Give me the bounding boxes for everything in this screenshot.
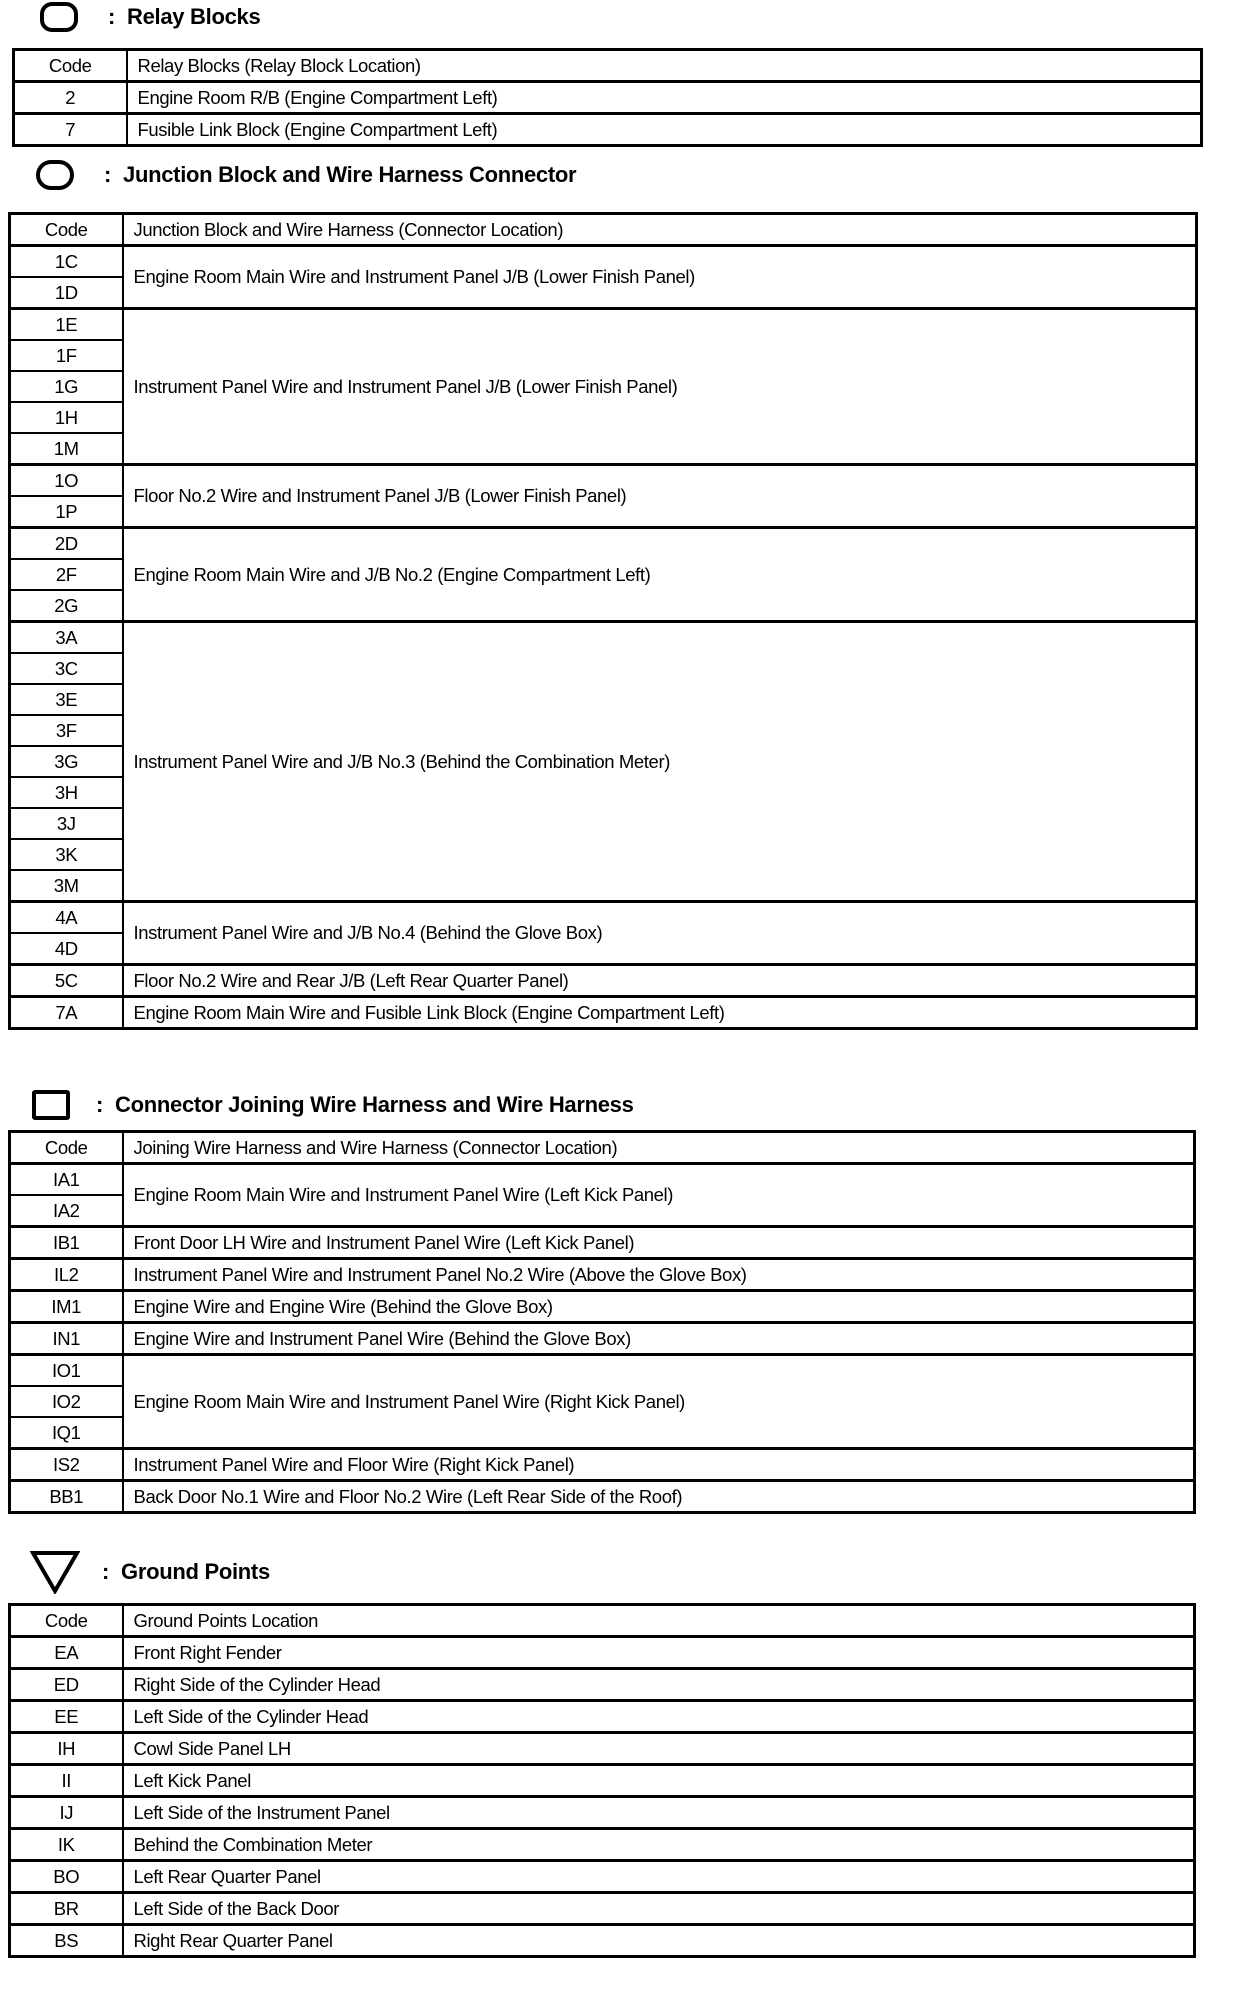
relay-blocks-table xyxy=(12,48,1203,147)
section-title: Relay Blocks xyxy=(127,4,261,29)
code-cell: 1C xyxy=(10,246,123,278)
code-cell: 3M xyxy=(10,870,123,902)
location-cell: Instrument Panel Wire and Instrument Panel J/B (Lower Finish Panel) xyxy=(123,309,1197,465)
location-cell: Left Rear Quarter Panel xyxy=(123,1861,1195,1893)
table-row xyxy=(10,1829,1195,1861)
code-cell: 1H xyxy=(10,402,123,433)
code-cell: IB1 xyxy=(10,1227,123,1259)
location-cell: Left Side of the Cylinder Head xyxy=(123,1701,1195,1733)
location-cell: Floor No.2 Wire and Instrument Panel J/B (Lower Finish Panel) xyxy=(123,465,1197,528)
table-row xyxy=(10,1893,1195,1925)
location-cell: Left Side of the Instrument Panel xyxy=(123,1797,1195,1829)
table-row xyxy=(10,965,1197,997)
table-row xyxy=(10,1259,1195,1291)
code-cell: 2G xyxy=(10,590,123,622)
oval-icon xyxy=(36,160,74,190)
location-cell: Engine Wire and Engine Wire (Behind the Glove Box) xyxy=(123,1291,1195,1323)
code-cell: IO2 xyxy=(10,1386,123,1417)
table-row xyxy=(10,1481,1195,1513)
code-cell: IQ1 xyxy=(10,1417,123,1449)
code-header: Code xyxy=(14,50,127,82)
table-row xyxy=(10,1669,1195,1701)
location-cell: Fusible Link Block (Engine Compartment Left) xyxy=(127,114,1202,146)
code-cell: II xyxy=(10,1765,123,1797)
code-cell: 3E xyxy=(10,684,123,715)
table-row xyxy=(10,1164,1195,1196)
table-row xyxy=(14,114,1202,146)
location-cell: Right Rear Quarter Panel xyxy=(123,1925,1195,1957)
location-cell: Instrument Panel Wire and Floor Wire (Right Kick Panel) xyxy=(123,1449,1195,1481)
location-cell: Engine Wire and Instrument Panel Wire (Behind the Glove Box) xyxy=(123,1323,1195,1355)
code-cell: 3A xyxy=(10,622,123,654)
table-row xyxy=(10,1637,1195,1669)
code-cell: EE xyxy=(10,1701,123,1733)
location-cell: Engine Room Main Wire and Instrument Panel Wire (Right Kick Panel) xyxy=(123,1355,1195,1449)
code-cell: 3F xyxy=(10,715,123,746)
table-row xyxy=(10,1765,1195,1797)
section-title: Junction Block and Wire Harness Connector xyxy=(123,162,577,187)
table-row xyxy=(10,1227,1195,1259)
location-cell: Engine Room Main Wire and Instrument Panel J/B (Lower Finish Panel) xyxy=(123,246,1197,309)
code-cell: IK xyxy=(10,1829,123,1861)
table-row xyxy=(10,1925,1195,1957)
table-row xyxy=(10,1733,1195,1765)
table-row xyxy=(14,82,1202,114)
code-cell: 4D xyxy=(10,933,123,965)
table-row xyxy=(10,997,1197,1029)
code-cell: 1P xyxy=(10,496,123,528)
code-cell: BO xyxy=(10,1861,123,1893)
triangle-down-icon xyxy=(30,1550,80,1594)
ground-points-title: : Ground Points xyxy=(30,1550,270,1594)
junction-block-table xyxy=(8,212,1198,1030)
connector-title: : Connector Joining Wire Harness and Wire Harness xyxy=(32,1090,634,1120)
table-row xyxy=(10,902,1197,934)
code-cell: 5C xyxy=(10,965,123,997)
location-cell: Behind the Combination Meter xyxy=(123,1829,1195,1861)
location-cell: Engine Room R/B (Engine Compartment Left) xyxy=(127,82,1202,114)
table-row xyxy=(10,465,1197,497)
relay-blocks-title: : Relay Blocks xyxy=(40,2,260,32)
code-cell: 3K xyxy=(10,839,123,870)
header-row xyxy=(10,1132,1195,1164)
location-cell: Front Door LH Wire and Instrument Panel Wire (Left Kick Panel) xyxy=(123,1227,1195,1259)
location-cell: Cowl Side Panel LH xyxy=(123,1733,1195,1765)
code-cell: BS xyxy=(10,1925,123,1957)
code-cell: 1D xyxy=(10,277,123,309)
location-cell: Instrument Panel Wire and J/B No.4 (Behind the Glove Box) xyxy=(123,902,1197,965)
code-cell: 4A xyxy=(10,902,123,934)
table-row xyxy=(10,1449,1195,1481)
code-cell: 3H xyxy=(10,777,123,808)
code-cell: 1M xyxy=(10,433,123,465)
ground-points-table xyxy=(8,1603,1196,1958)
location-cell: Left Kick Panel xyxy=(123,1765,1195,1797)
rounded-rectangle-icon xyxy=(40,2,78,32)
code-header: Code xyxy=(10,214,123,246)
location-cell: Engine Room Main Wire and J/B No.2 (Engine Compartment Left) xyxy=(123,528,1197,622)
location-cell: Engine Room Main Wire and Instrument Panel Wire (Left Kick Panel) xyxy=(123,1164,1195,1227)
code-cell: BB1 xyxy=(10,1481,123,1513)
table-row xyxy=(10,1291,1195,1323)
code-header: Code xyxy=(10,1605,123,1637)
header-row xyxy=(10,1605,1195,1637)
code-cell: 3C xyxy=(10,653,123,684)
code-cell: IA1 xyxy=(10,1164,123,1196)
location-header: Joining Wire Harness and Wire Harness (Connector Location) xyxy=(123,1132,1195,1164)
code-cell: 1E xyxy=(10,309,123,341)
table-row xyxy=(10,1323,1195,1355)
code-cell: 2 xyxy=(14,82,127,114)
code-cell: 3G xyxy=(10,746,123,777)
table-row xyxy=(10,1861,1195,1893)
code-cell: EA xyxy=(10,1637,123,1669)
connector-table xyxy=(8,1130,1196,1514)
code-cell: IS2 xyxy=(10,1449,123,1481)
location-cell: Front Right Fender xyxy=(123,1637,1195,1669)
code-cell: ED xyxy=(10,1669,123,1701)
table-row xyxy=(10,622,1197,654)
location-cell: Floor No.2 Wire and Rear J/B (Left Rear Quarter Panel) xyxy=(123,965,1197,997)
code-cell: 7 xyxy=(14,114,127,146)
code-cell: 3J xyxy=(10,808,123,839)
code-cell: IJ xyxy=(10,1797,123,1829)
code-cell: 1F xyxy=(10,340,123,371)
location-header: Ground Points Location xyxy=(123,1605,1195,1637)
code-cell: 2F xyxy=(10,559,123,590)
location-cell: Instrument Panel Wire and Instrument Panel No.2 Wire (Above the Glove Box) xyxy=(123,1259,1195,1291)
header-row xyxy=(14,50,1202,82)
code-cell: IL2 xyxy=(10,1259,123,1291)
location-cell: Engine Room Main Wire and Fusible Link Block (Engine Compartment Left) xyxy=(123,997,1197,1029)
location-header: Junction Block and Wire Harness (Connector Location) xyxy=(123,214,1197,246)
code-cell: IH xyxy=(10,1733,123,1765)
code-header: Code xyxy=(10,1132,123,1164)
location-cell: Back Door No.1 Wire and Floor No.2 Wire (Left Rear Side of the Roof) xyxy=(123,1481,1195,1513)
code-cell: IA2 xyxy=(10,1195,123,1227)
code-cell: 7A xyxy=(10,997,123,1029)
table-row xyxy=(10,1355,1195,1387)
table-row xyxy=(10,309,1197,341)
location-header: Relay Blocks (Relay Block Location) xyxy=(127,50,1202,82)
table-row xyxy=(10,246,1197,278)
table-row xyxy=(10,1701,1195,1733)
code-cell: IM1 xyxy=(10,1291,123,1323)
location-cell: Left Side of the Back Door xyxy=(123,1893,1195,1925)
table-row xyxy=(10,528,1197,560)
section-title: Ground Points xyxy=(121,1559,270,1584)
header-row xyxy=(10,214,1197,246)
code-cell: IN1 xyxy=(10,1323,123,1355)
location-cell: Right Side of the Cylinder Head xyxy=(123,1669,1195,1701)
code-cell: BR xyxy=(10,1893,123,1925)
square-icon xyxy=(32,1090,70,1120)
code-cell: 2D xyxy=(10,528,123,560)
junction-block-title: : Junction Block and Wire Harness Connector xyxy=(36,160,576,190)
location-cell: Instrument Panel Wire and J/B No.3 (Behind the Combination Meter) xyxy=(123,622,1197,902)
code-cell: IO1 xyxy=(10,1355,123,1387)
code-cell: 1O xyxy=(10,465,123,497)
table-row xyxy=(10,1797,1195,1829)
code-cell: 1G xyxy=(10,371,123,402)
section-title: Connector Joining Wire Harness and Wire Harness xyxy=(115,1092,634,1117)
